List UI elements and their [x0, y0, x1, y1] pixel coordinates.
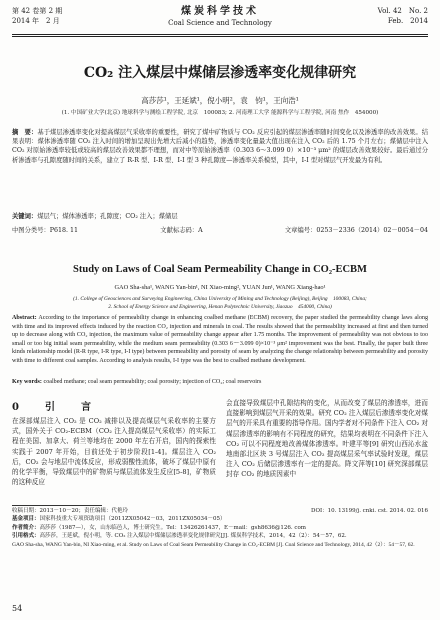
issue-date-en: Feb. 2014 — [387, 17, 428, 25]
abstract-en — [12, 314, 428, 366]
document-code: 文献标志码：A — [160, 227, 203, 234]
footnote-rule — [12, 505, 102, 506]
fund-text: 国家科技重大专项资助项目（2011ZX05042－03，2011ZX05034－05） — [39, 516, 226, 523]
citation-en: GAO Sha-sha, WANG Yan-bin, NI Xiao-ming, et al. Study on Laws of Coal Seam Permeability Change in CO₂-ECBM [J]. Coal Science and Technology, 2014, 42（2）：54－57, 62. — [12, 541, 415, 548]
author-label: 作者简介： — [12, 524, 40, 531]
body-column-right: 会直接导致煤层中孔隙结构的变化，从而改变了煤层的渗透率，进而直接影响到煤层气开采的效果。研究 CO₂ 注入煤层后渗透率变化对煤层气的开采具有重要的指导作用。国内学者对不同条件下注入 CO₂ 对煤层渗透率的影响有不同程度的研究，结果均表明在不同条件下注入 CO₂ 可以不同程度地改善煤体渗透率。叶建平等[9] 研究山西沁水盆地南部北区块 3 号煤层注入 CO₂ 提高煤层采气率试验时发现，煤层注入 CO₂ 后储层渗透率有一定的提高。降文萍等[10] 研究深部煤层封存 CO₂ 的地质因素中 — [226, 399, 428, 479]
volume-issue-en: Vol. 42 No. 2 — [377, 7, 428, 15]
page-number: 54 — [12, 604, 23, 613]
keywords-en — [12, 378, 428, 387]
affiliation-en-1: (1. College of Geosciences and Surveying Engineering, China University of Mining and Technology (Beijing), Beijing 100083, China; — [73, 296, 367, 302]
doi: DOI：10. 13199/j. cnki. cst. 2014. 02. 016 — [311, 508, 428, 514]
abstract-en-text: According to the importance of permeability change in enhancing coalbed methane (ECBM) recovery, the paper studied the permeability change laws along with time and its improved effects induced by the reaction CO₂ injection and minerals in coal. The results showed that the permeability increased at first and then turned up to decrease along with CO₂ injection, the maximum value of permeability change appear after 1.75 months. The improvement of permeability was not obvious to too small or too big initial seam permeability, while the medium seam permeability (0.303 6～3.099 0)×10⁻³ μm² improvement was the best. Finally, the paper built three kinds relationship model (R-R type, I-R type, I-I type) between permeability and porosity of seam by analyzing the change relationship between permeability and porosity with time to different coal samples. According to analysis results, I-I type was the best to coalbed methane development. — [12, 315, 429, 364]
running-header — [12, 6, 428, 34]
journal-name — [12, 6, 428, 28]
fund-label: 基金项目： — [12, 516, 40, 523]
keywords-cn-text: 煤层气；煤体渗透率；孔隙度；CO₂ 注入；煤储层 — [37, 213, 178, 220]
abstract-en-label: Abstract: — [12, 315, 37, 321]
footnotes — [12, 507, 428, 549]
citation-label: 引用格式： — [12, 533, 40, 540]
citation-cn-text: 高莎莎，王延斌，倪小明，等. CO₂ 注入煤层中煤储层渗透率变化规律研究[J]. 煤炭科学技术，2014，42（2）：54－57，62. — [39, 533, 347, 540]
keywords-cn-label: 关键词： — [12, 213, 38, 220]
abstract-cn — [12, 128, 428, 165]
article-number: 文章编号：0253－2336（2014）02－0054－04 — [284, 227, 428, 234]
classification-row — [12, 225, 428, 234]
body-column-left: 在深部煤层注入 CO₂ 是 CO₂ 减排以及提高煤层气采收率的主要方式，国外关于 CO₂-ECBM（CO₂ 注入提高煤层气采收率）的实际工程在美国、加拿大、荷兰等地均在 2000 年左右开启，国内的探索性实践于 2007 年开始，目前还处于初步阶段[1-4]。煤层注入 CO₂ 后，CO₂ 会与地层中流体反应，形成弱酸性流体，破坏了煤层中原有的化学平衡，导致煤层中的矿物质与煤层流体发生反应[5-8]，矿物质的这种反应 — [12, 417, 216, 487]
author-text: 高莎莎（1987—），女，山东临邑人，博士研究生。Tel：13426261437，E－mail：gsh8636@126. com — [39, 524, 307, 531]
received-date: 收稿日期：2013－10－20；责任编辑：代艳玲 — [12, 508, 128, 514]
abstract-cn-text: 基于煤层渗透率变化对提高煤层气采收率的重要性，研究了煤中矿物质与 CO₂ 反应引起的煤层渗透率随时间变化以及渗透率的改善效果。结果表明：煤体渗透率随 CO₂ 注入时间的增加呈现出先增大后减小的趋势，渗透率变化量最大值出现在注入 CO₂ 后的 1.75 个月左右；煤储层中注入 CO₂ 对原始渗透率较低或较高的煤层改善效果都不理想，而对中等原始渗透率（0.303 6～3.099 0）×10⁻³ μm² 的煤层改善效果较好。最后通过分析渗透率与孔隙度随时间的关系，建立了 R-R 型、I-R 型、I-I 型 3 种孔隙度—渗透率关系模型，其中，I-I 型对煤层气开发最为有利。 — [12, 129, 429, 164]
footnote-received-row — [12, 507, 428, 515]
author-note — [12, 524, 428, 532]
volume-issue: 第 42 卷第 2 期 — [12, 7, 63, 15]
paper-title-en: Study on Laws of Coal Seam Permeability Change in CO₂-ECBM — [73, 264, 367, 275]
paper-title-cn: CO₂ 注入煤层中煤储层渗透率变化规律研究 — [83, 65, 357, 81]
keywords-cn — [12, 212, 428, 221]
header-rule-thin — [12, 36, 428, 37]
section-heading: 0 引 言 — [12, 402, 99, 413]
keywords-en-text: coalbed methane; coal seam permeability; coal porosity; injection of CO₂; coal reservoirs — [43, 379, 262, 385]
header-rule — [12, 34, 428, 35]
fund-note — [12, 515, 428, 523]
authors-en: GAO Sha-sha¹, WANG Yan-bin¹, NI Xiao-ming², YUAN Jun¹, WANG Xiang-hao¹ — [114, 284, 326, 291]
journal-issue-en — [378, 6, 428, 26]
issue-date: 2014 年 2 月 — [12, 17, 60, 25]
affiliation-en-2: 2. School of Energy Science and Engineering, Henan Polytechnic University, Jiaozuo 454000, China) — [108, 304, 332, 310]
authors-cn: 高莎莎¹，王延斌¹，倪小明²，袁 钧¹，王向浩¹ — [141, 96, 299, 105]
journal-name-en: Coal Science and Technology — [168, 19, 272, 27]
journal-name-cn: 煤炭科学技术 — [181, 6, 259, 17]
affiliation-cn: (1. 中国矿业大学(北京) 地球科学与测绘工程学院, 北京 100083; 2. 河南理工大学 能源科学与工程学院, 河南 焦作 454000) — [61, 110, 379, 116]
citation-cn — [12, 532, 428, 540]
clc-number: 中图分类号：P618. 11 — [12, 227, 79, 234]
keywords-en-label: Key words: — [12, 379, 42, 385]
abstract-cn-label: 摘 要： — [12, 129, 38, 136]
